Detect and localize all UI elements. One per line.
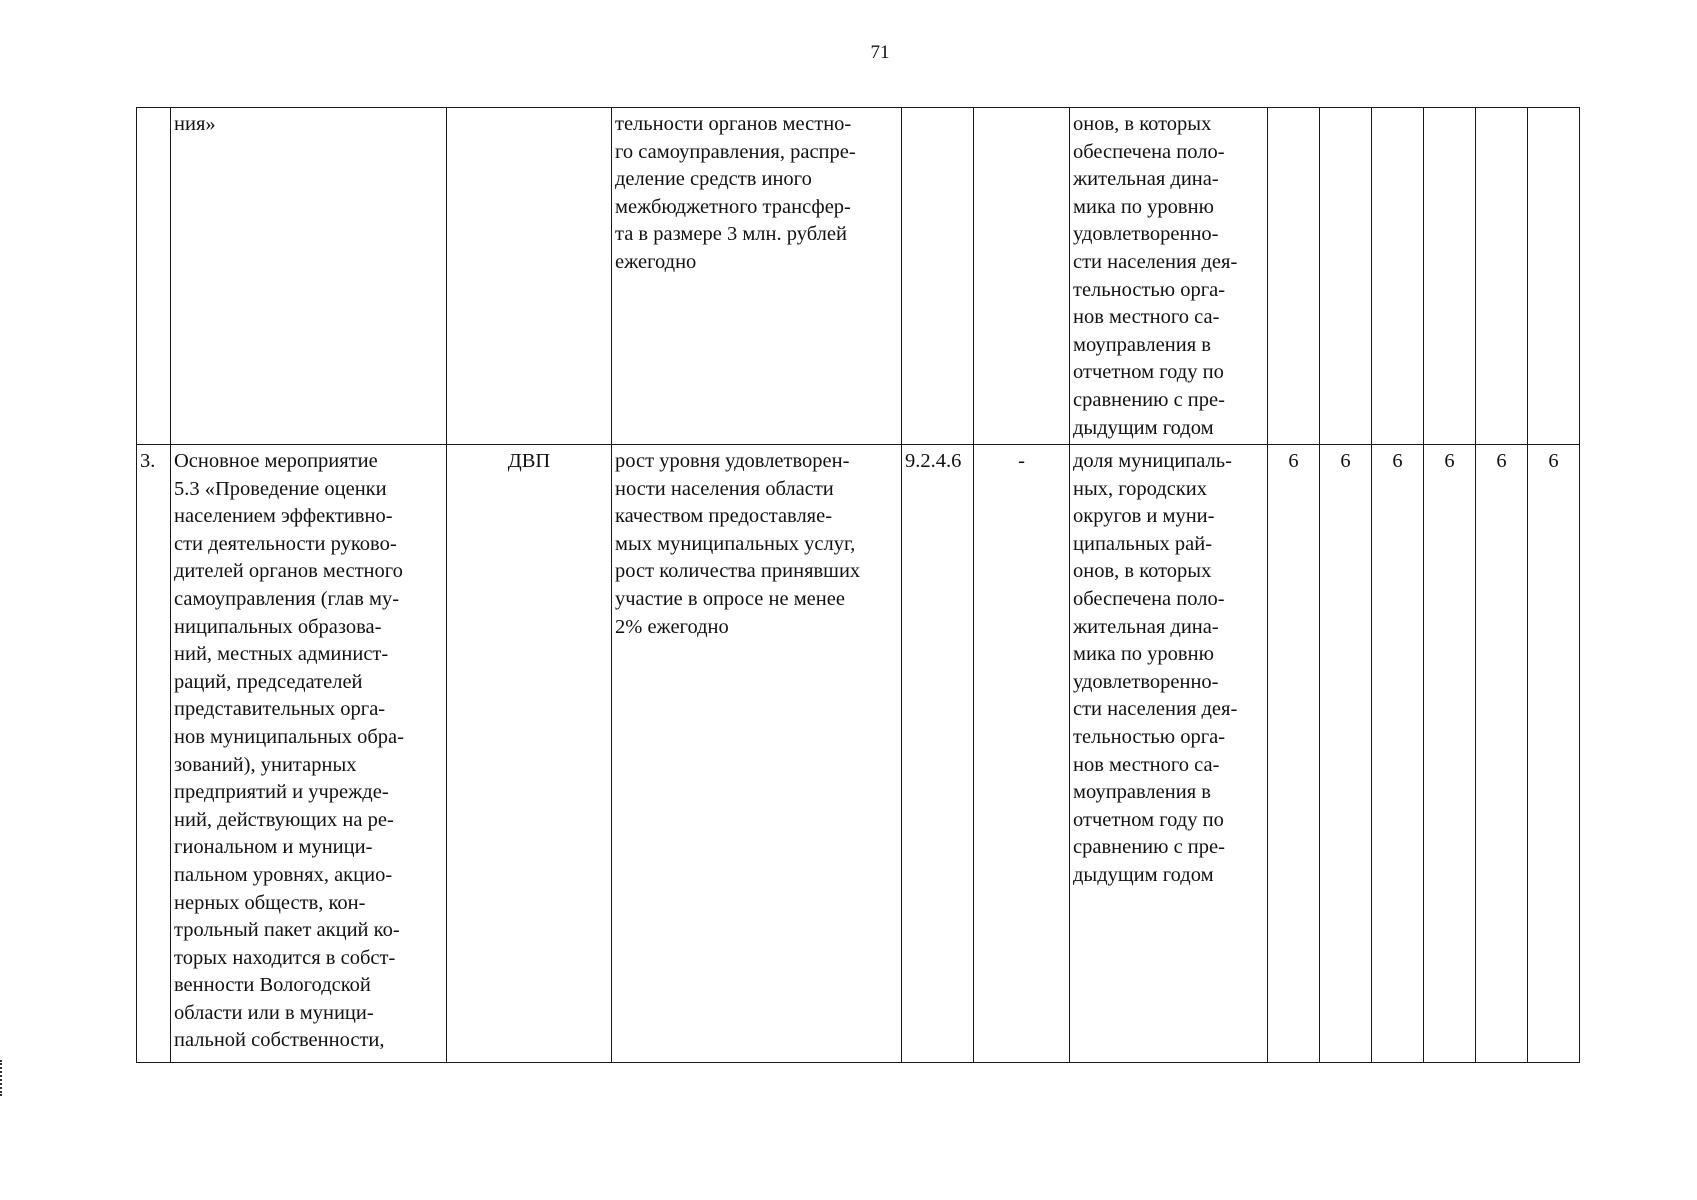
result-cell: тельности органов местно- го самоуправления, распре- деление средств иного межбюджетного трансфер- та в размере 3 млн. рублей ежегодно	[612, 108, 902, 445]
value-cell	[1528, 108, 1580, 445]
dash-cell: -	[974, 445, 1070, 1063]
value-cell: 6	[1372, 445, 1424, 1063]
executor-cell	[447, 108, 612, 445]
value-cell	[1268, 108, 1320, 445]
value-cell	[1372, 108, 1424, 445]
scan-margin-marks	[0, 1060, 5, 1096]
result-cell: рост уровня удовлетворен- ности населения области качеством предоставляе- мых муниципальных услуг, рост количества принявших участие в опросе не менее 2% ежегодно	[612, 445, 902, 1063]
row-number-cell	[137, 108, 171, 445]
measures-table	[136, 107, 1580, 1063]
value-cell: 6	[1320, 445, 1372, 1063]
value-cell: 6	[1528, 445, 1580, 1063]
table-row	[137, 108, 1580, 445]
activity-cell: Основное мероприятие 5.3 «Проведение оценки населением эффективно- сти деятельности руково- дителей органов местного самоуправления (глав му- ниципальных образова- ний, местных админист- раций, председателей представительных орга- нов муниципальных обра- зований), унитарных предприятий и учрежде- ний, действующих на ре- гиональном и муници- пальном уровнях, акцио- нерных обществ, кон- трольный пакет акций ко- торых находится в собст- венности Вологодской области или в муници- пальной собственности,	[171, 445, 447, 1063]
code-cell	[902, 108, 974, 445]
code-cell: 9.2.4.6	[902, 445, 974, 1063]
page-number: 71	[870, 42, 890, 63]
activity-cell: ния»	[171, 108, 447, 445]
value-cell: 6	[1268, 445, 1320, 1063]
row-number-cell: 3.	[137, 445, 171, 1063]
value-cell	[1320, 108, 1372, 445]
value-cell: 6	[1476, 445, 1528, 1063]
indicator-cell: доля муниципаль- ных, городских округов и муни- ципальных рай- онов, в которых обеспечена поло- жительная дина- мика по уровню удовлетворенно- сти населения дея- тельностью орга- нов местного са- моуправления в отчетном году по сравнению с пре- дыдущим годом	[1070, 445, 1268, 1063]
value-cell: 6	[1424, 445, 1476, 1063]
indicator-cell: онов, в которых обеспечена поло- жительная дина- мика по уровню удовлетворенно- сти населения дея- тельностью орга- нов местного са- моуправления в отчетном году по сравнению с пре- дыдущим годом	[1070, 108, 1268, 445]
value-cell	[1476, 108, 1528, 445]
value-cell	[1424, 108, 1476, 445]
executor-cell: ДВП	[447, 445, 612, 1063]
table-row	[137, 445, 1580, 1063]
dash-cell	[974, 108, 1070, 445]
